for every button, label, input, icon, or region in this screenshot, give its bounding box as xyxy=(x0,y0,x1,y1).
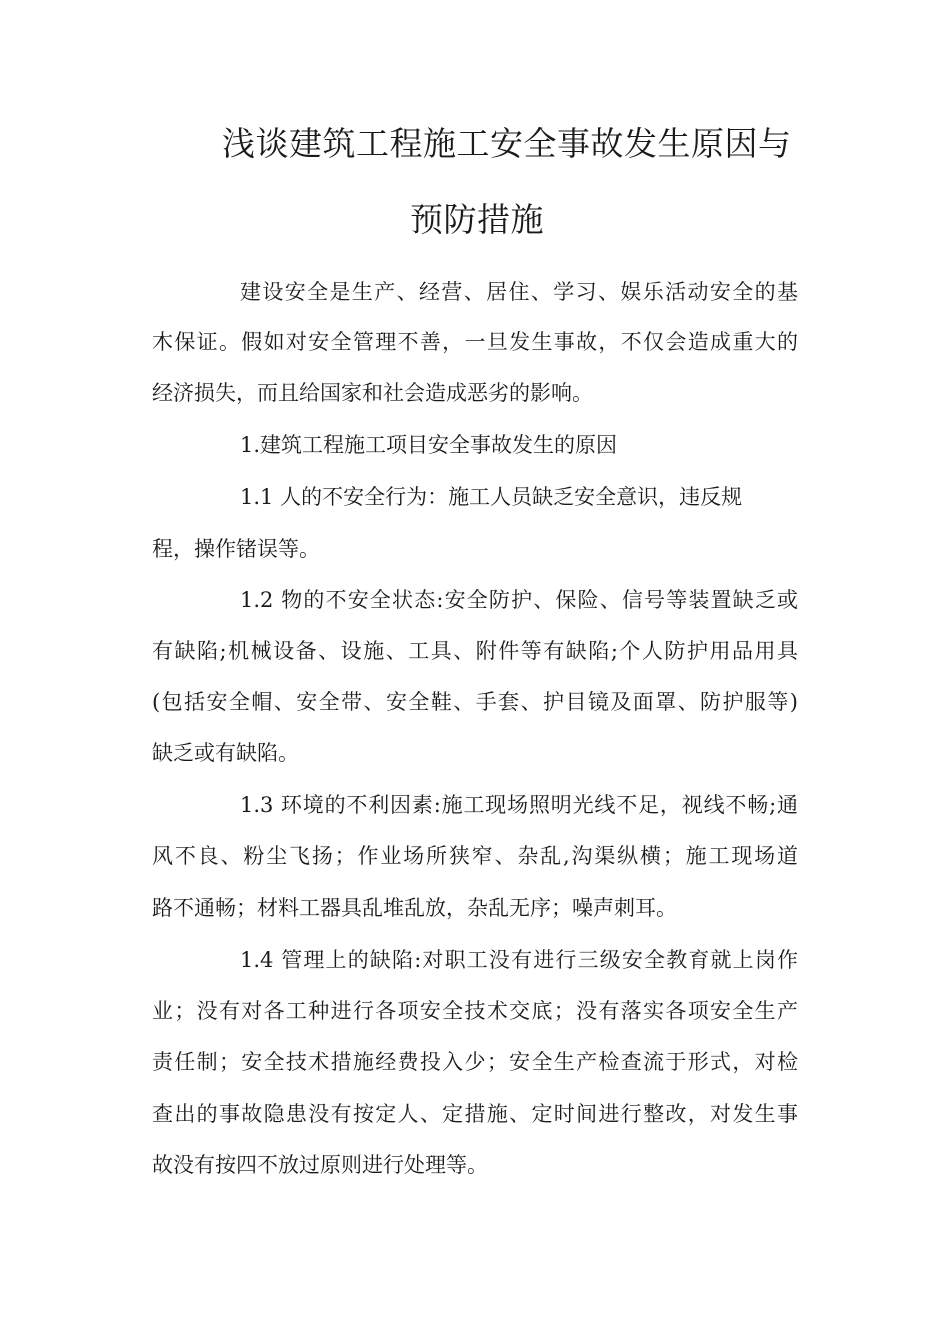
section-1-3-line: 路不通畅；材料工器具乱堆乱放，杂乱无序；噪声刺耳。 xyxy=(152,896,677,920)
document-title-line-1: 浅谈建筑工程施工安全事故发生原因与 xyxy=(222,124,792,163)
section-1-4-line: 责任制；安全技术措施经费投入少；安全生产检查流于形式，对检 xyxy=(152,1050,798,1074)
section-1-2-line: 1.2 物的不安全状态:安全防护、保险、信号等装置缺乏或 xyxy=(240,588,798,612)
section-1-4-line: 查出的事故隐患没有按定人、定措施、定时间进行整改，对发生事 xyxy=(152,1102,798,1126)
section-1-3-line: 风不良、粉尘飞扬；作业场所狭窄、杂乱,沟渠纵横；施工现场道 xyxy=(152,844,798,868)
section-1-2-line: 有缺陷;机械设备、设施、工具、附件等有缺陷;个人防护用品用具 xyxy=(152,639,798,663)
intro-paragraph-line: 木保证。假如对安全管理不善，一旦发生事故，不仅会造成重大的 xyxy=(152,330,798,354)
section-1-2-line: (包括安全帽、安全带、安全鞋、手套、护目镜及面罩、防护服等) xyxy=(152,690,798,714)
section-1-4-line: 故没有按四不放过原则进行处理等。 xyxy=(152,1153,488,1177)
intro-paragraph-line: 建设安全是生产、经营、居住、学习、娱乐活动安全的基 xyxy=(240,280,798,304)
document-title-line-2: 预防措施 xyxy=(410,200,544,239)
intro-paragraph-line: 经济损失，而且给国家和社会造成恶劣的影响。 xyxy=(152,381,593,405)
section-1-1-line: 1.1 人的不安全行为：施工人员缺乏安全意识，违反规 xyxy=(240,485,743,509)
section-1-3-line: 1.3 环境的不利因素:施工现场照明光线不足，视线不畅;通 xyxy=(240,793,798,817)
section-1-2-line: 缺乏或有缺陷。 xyxy=(152,741,299,765)
section-1-1-line: 程，操作锗误等。 xyxy=(152,537,320,561)
section-1-4-line: 1.4 管理上的缺陷:对职工没有进行三级安全教育就上岗作 xyxy=(240,948,798,972)
section-heading-1: 1.建筑工程施工项目安全事故发生的原因 xyxy=(240,433,618,457)
section-1-4-line: 业；没有对各工种进行各项安全技术交底；没有落实各项安全生产 xyxy=(152,999,798,1023)
